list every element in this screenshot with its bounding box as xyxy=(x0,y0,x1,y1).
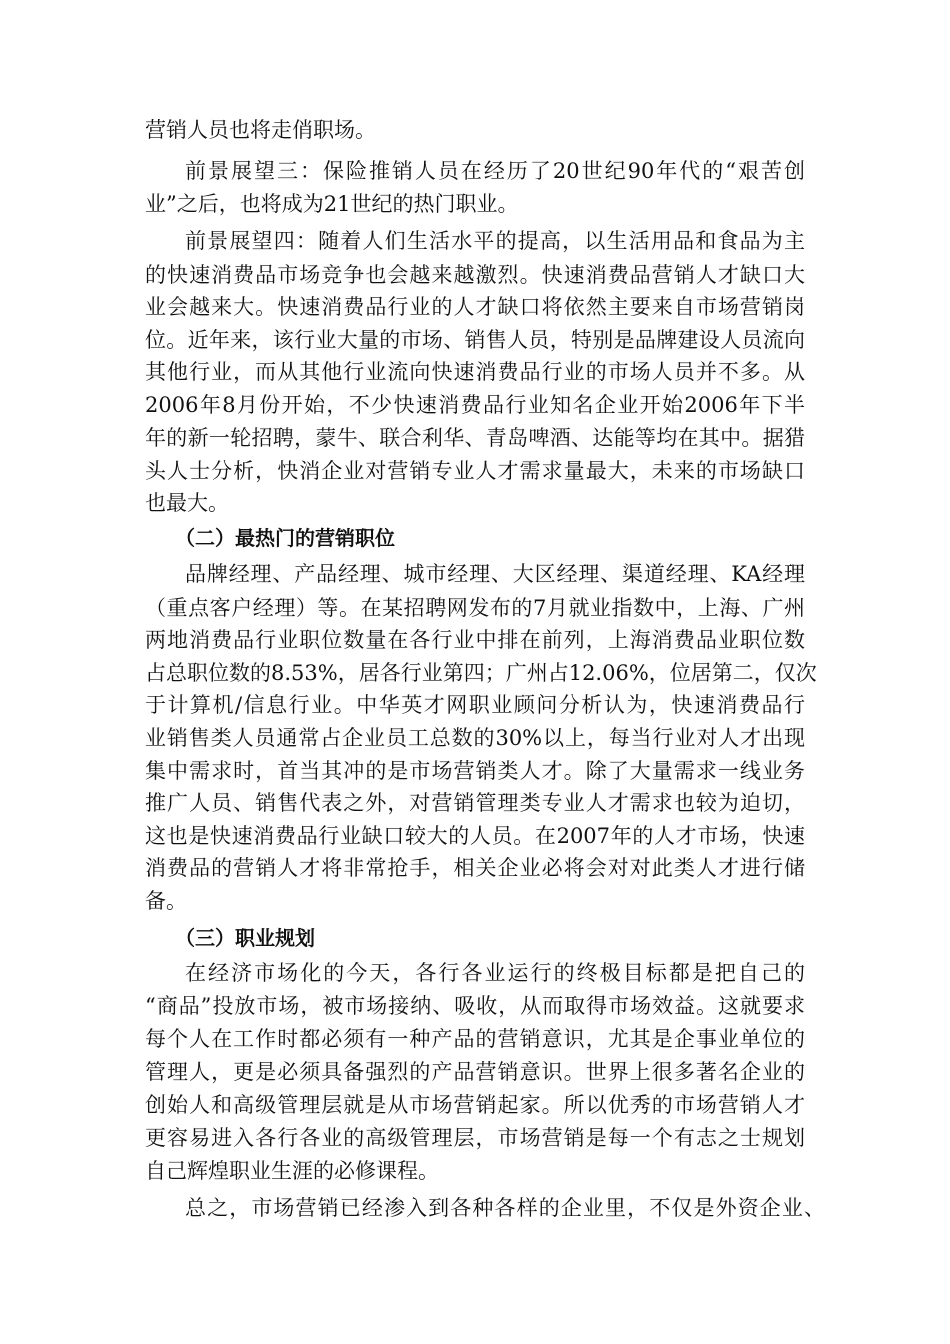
text-line: 集中需求时，首当其冲的是市场营销类人才。除了大量需求一线业务 xyxy=(145,759,805,783)
text-line: 推广人员、销售代表之外，对营销管理类专业人才需求也较为迫切， xyxy=(145,791,805,815)
text-line: 年的新一轮招聘，蒙牛、联合利华、青岛啤酒、达能等均在其中。据猎 xyxy=(145,426,805,450)
text-line: 消费品的营销人才将非常抢手，相关企业必将会对对此类人才进行储 xyxy=(145,856,805,880)
text-line: 业销售类人员通常占企业员工总数的30%以上，每当行业对人才出现 xyxy=(145,726,805,750)
text-line: 其他行业，而从其他行业流向快速消费品行业的市场人员并不多。从 xyxy=(145,360,805,384)
text-line: 两地消费品行业职位数量在各行业中排在前列，上海消费品业职位数 xyxy=(145,628,805,652)
text-line: 的快速消费品市场竞争也会越来越激烈。快速消费品营销人才缺口大 xyxy=(145,263,805,287)
section-heading: （三）职业规划 xyxy=(175,926,315,950)
text-line: 营销人员也将走俏职场。 xyxy=(145,118,376,142)
text-line: 品牌经理、产品经理、城市经理、大区经理、渠道经理、KA经理 xyxy=(185,562,805,586)
text-line: 业”之后，也将成为21世纪的热门职业。 xyxy=(145,192,519,216)
text-line: 自己辉煌职业生涯的必修课程。 xyxy=(145,1159,439,1183)
text-line: 总之，市场营销已经渗入到各种各样的企业里，不仅是外资企业、 xyxy=(185,1196,825,1220)
text-line: 也最大。 xyxy=(145,491,229,515)
text-line: 每个人在工作时都必须有一种产品的营销意识，尤其是企事业单位的 xyxy=(145,1027,805,1051)
text-line: 头人士分析，快消企业对营销专业人才需求量最大，未来的市场缺口 xyxy=(145,459,805,483)
text-line: 创始人和高级管理层就是从市场营销起家。所以优秀的市场营销人才 xyxy=(145,1093,805,1117)
text-line: 位。近年来，该行业大量的市场、销售人员，特别是品牌建设人员流向 xyxy=(145,328,805,352)
text-line: “商品”投放市场，被市场接纳、吸收，从而取得市场效益。这就要求 xyxy=(145,994,805,1018)
text-line: 业会越来大。快速消费品行业的人才缺口将依然主要来自市场营销岗 xyxy=(145,295,805,319)
text-line: 备。 xyxy=(145,889,187,913)
text-line: 前景展望四：随着人们生活水平的提高，以生活用品和食品为主 xyxy=(185,229,805,253)
text-line: 这也是快速消费品行业缺口较大的人员。在2007年的人才市场，快速 xyxy=(145,824,805,848)
text-line: 于计算机/信息行业。中华英才网职业顾问分析认为，快速消费品行 xyxy=(145,693,805,717)
text-line: 前景展望三：保险推销人员在经历了20世纪90年代的“艰苦创 xyxy=(185,159,805,183)
text-line: 2006年8月份开始，不少快速消费品行业知名企业开始2006年下半 xyxy=(145,393,805,417)
section-heading: （二）最热门的营销职位 xyxy=(175,526,395,550)
text-line: 占总职位数的8.53%，居各行业第四；广州占12.06%，位居第二，仅次 xyxy=(145,661,817,685)
text-line: （重点客户经理）等。在某招聘网发布的7月就业指数中，上海、广州 xyxy=(145,596,805,620)
text-line: 管理人，更是必须具备强烈的产品营销意识。世界上很多著名企业的 xyxy=(145,1060,805,1084)
text-line: 更容易进入各行各业的高级管理层，市场营销是每一个有志之士规划 xyxy=(145,1126,805,1150)
text-line: 在经济市场化的今天，各行各业运行的终极目标都是把自己的 xyxy=(185,961,805,985)
